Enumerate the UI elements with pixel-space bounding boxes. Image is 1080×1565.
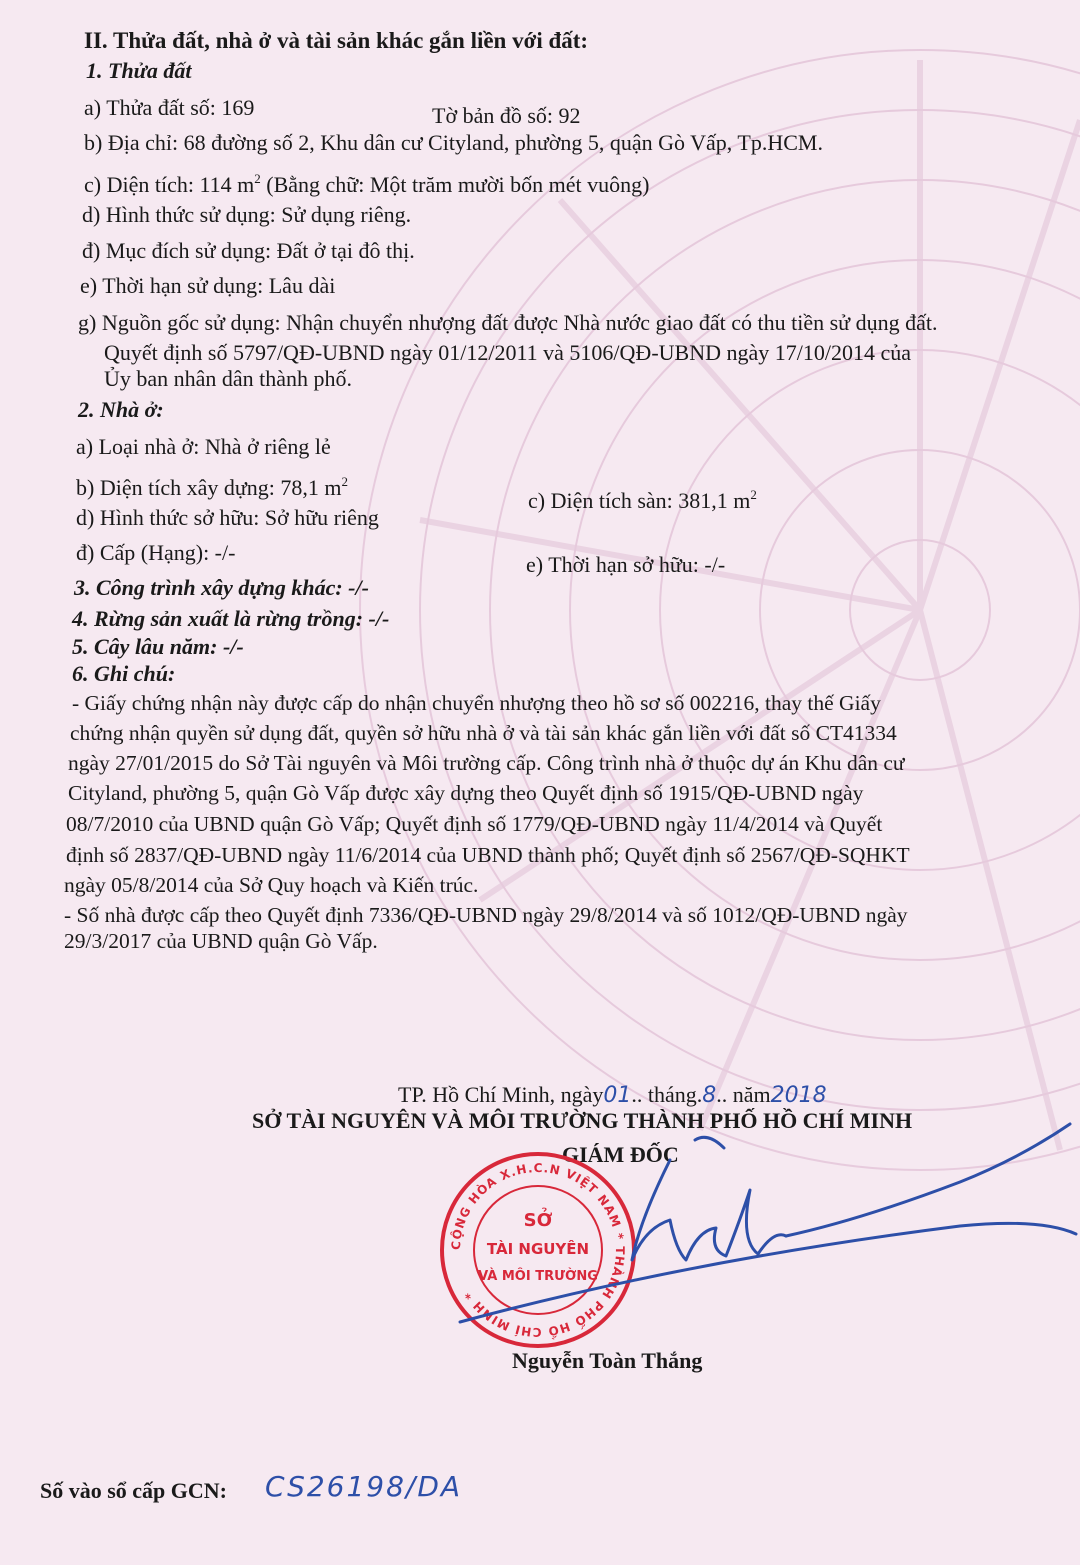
- sign-month-label: .. tháng.: [631, 1082, 703, 1107]
- land-area-unit-sup: 2: [254, 171, 261, 186]
- seal-text-3: VÀ MÔI TRƯỜNG: [478, 1269, 598, 1284]
- signature: [440, 1110, 1080, 1350]
- house-floor-area: [528, 482, 757, 514]
- parcel-number: a) Thửa đất số: 169: [84, 95, 255, 120]
- land-origin-line-3: Ủy ban nhân dân thành phố.: [104, 366, 353, 391]
- note-line-3: ngày 27/01/2015 do Sở Tài nguyên và Môi trường cấp. Công trình nhà ở thuộc dự án Khu dân cư: [68, 751, 905, 775]
- note-line-5: 08/7/2010 của UBND quận Gò Vấp; Quyết định số 1779/QĐ-UBND ngày 11/4/2014 và Quyết: [66, 812, 883, 836]
- house-floor-area-sup: 2: [750, 487, 757, 502]
- land-area-value: c) Diện tích: 114 m: [84, 172, 255, 197]
- house-ownership: d) Hình thức sở hữu: Sở hữu riêng: [76, 505, 379, 530]
- issuing-office: SỞ TÀI NGUYÊN VÀ MÔI TRƯỜNG THÀNH PHỐ HỒ CHÍ MINH: [252, 1108, 913, 1133]
- land-area-words: (Bằng chữ: Một trăm mười bốn mét vuông): [260, 172, 650, 197]
- registry-label: Số vào sổ cấp GCN:: [40, 1478, 228, 1503]
- section-title: II. Thửa đất, nhà ở và tài sản khác gắn liền với đất:: [84, 28, 589, 53]
- land-use-purpose: đ) Mục đích sử dụng: Đất ở tại đô thị.: [82, 238, 415, 263]
- other-works: 3. Công trình xây dựng khác: -/-: [74, 575, 369, 600]
- land-use-form: d) Hình thức sử dụng: Sử dụng riêng.: [82, 202, 412, 227]
- registry-number: CS26198/DA: [265, 1470, 463, 1503]
- note-line-1: - Giấy chứng nhận này được cấp do nhận chuyển nhượng theo hồ sơ số 002216, thay thế Giấy: [72, 691, 881, 715]
- house-type: a) Loại nhà ở: Nhà ở riêng lẻ: [76, 434, 331, 459]
- sign-year: 2018: [770, 1083, 827, 1108]
- note-line-6: định số 2837/QĐ-UBND ngày 11/6/2014 của UBND thành phố; Quyết định số 2567/QĐ-SQHKT: [66, 843, 910, 867]
- note-line-7: ngày 05/8/2014 của Sở Quy hoạch và Kiến trúc.: [64, 873, 479, 897]
- house-heading: 2. Nhà ở:: [78, 397, 164, 422]
- map-sheet-number: Tờ bản đồ số: 92: [432, 103, 581, 128]
- house-grade: đ) Cấp (Hạng): -/-: [76, 540, 236, 565]
- note-line-2: chứng nhận quyền sử dụng đất, quyền sở hữu nhà ở và tài sản khác gắn liền với đất số CT41334: [70, 721, 897, 745]
- sign-year-label: .. năm: [716, 1082, 771, 1107]
- land-use-term: e) Thời hạn sử dụng: Lâu dài: [80, 273, 336, 298]
- house-built-area: [76, 469, 348, 501]
- land-origin-line-1: g) Nguồn gốc sử dụng: Nhận chuyển nhượng đất được Nhà nước giao đất có thu tiền sử dụng đất.: [78, 310, 938, 335]
- note-line-4: Cityland, phường 5, quận Gò Vấp được xây dựng theo Quyết định số 1915/QĐ-UBND ngày: [68, 781, 864, 805]
- sign-month: 8: [702, 1083, 717, 1108]
- seal-text-1: SỞ: [523, 1210, 553, 1231]
- signer-title: GIÁM ĐỐC: [562, 1142, 679, 1167]
- place-and-date: [398, 1082, 827, 1109]
- sign-day: 01: [603, 1083, 632, 1108]
- production-forest: 4. Rừng sản xuất là rừng trồng: -/-: [72, 606, 390, 631]
- note-line-9: 29/3/2017 của UBND quận Gò Vấp.: [64, 929, 378, 953]
- land-origin-line-2: Quyết định số 5797/QĐ-UBND ngày 01/12/2011 và 5106/QĐ-UBND ngày 17/10/2014 của: [104, 340, 911, 365]
- house-floor-area-value: c) Diện tích sàn: 381,1 m: [528, 488, 751, 513]
- seal-text-2: TÀI NGUYÊN: [486, 1240, 590, 1258]
- land-heading: 1. Thửa đất: [86, 58, 192, 83]
- note-line-8: - Số nhà được cấp theo Quyết định 7336/QĐ-UBND ngày 29/8/2014 và số 1012/QĐ-UBND ngày: [64, 903, 908, 927]
- land-area: [84, 166, 649, 198]
- land-address: b) Địa chỉ: 68 đường số 2, Khu dân cư Cityland, phường 5, quận Gò Vấp, Tp.HCM.: [84, 130, 823, 155]
- notes-heading: 6. Ghi chú:: [72, 661, 176, 686]
- perennial-trees: 5. Cây lâu năm: -/-: [72, 634, 244, 659]
- place-date-prefix: TP. Hồ Chí Minh, ngày: [398, 1082, 604, 1107]
- house-ownership-term: e) Thời hạn sở hữu: -/-: [526, 552, 726, 577]
- seal-ring-text: CỘNG HÒA X.H.C.N VIỆT NAM * THÀNH PHỐ HỒ CHÍ MINH *: [448, 1160, 628, 1340]
- house-built-area-value: b) Diện tích xây dựng: 78,1 m: [76, 475, 342, 500]
- house-built-area-sup: 2: [341, 474, 348, 489]
- signer-name: Nguyễn Toàn Thắng: [512, 1348, 703, 1373]
